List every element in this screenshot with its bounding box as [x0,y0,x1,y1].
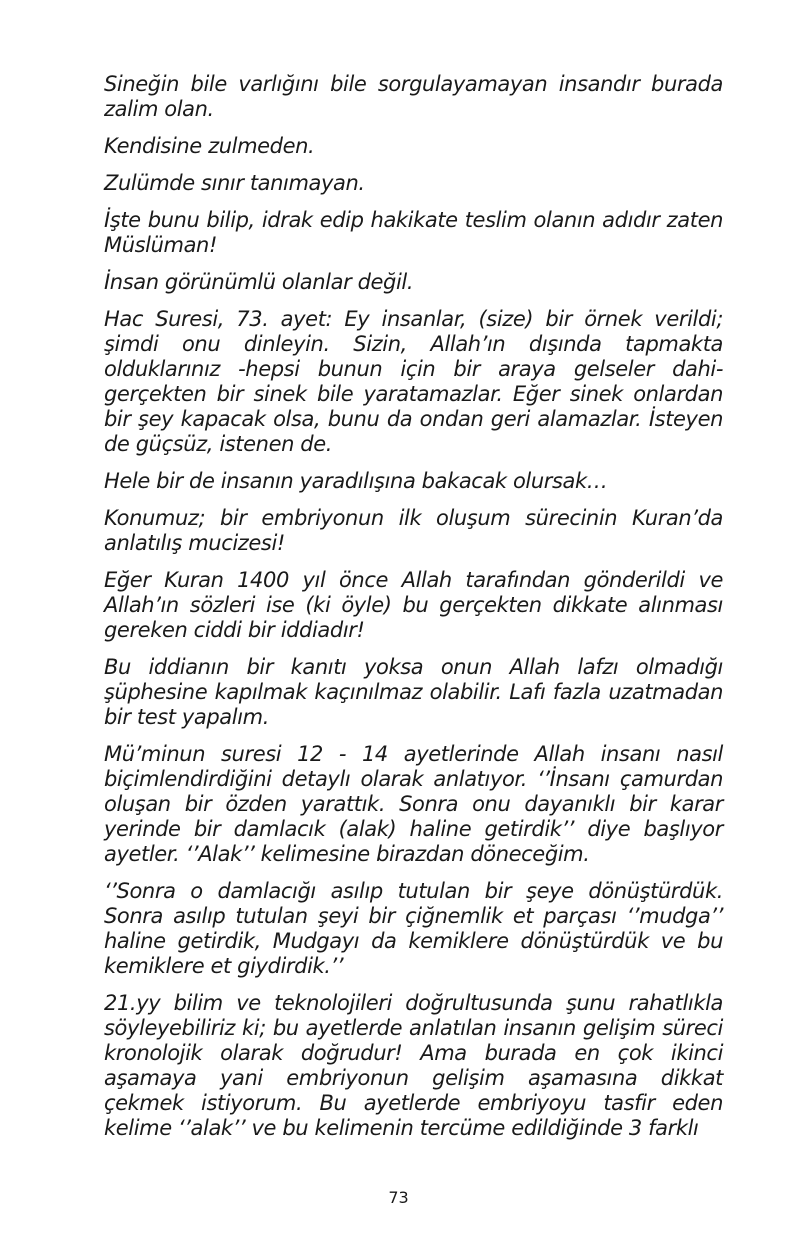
page-number: 73 [388,1188,409,1207]
paragraph-6: Hac Suresi, 73. ayet: Ey insanlar, (size) bir örnek verildi; şimdi onu dinleyin. Sizin, Allah’ın dışında tapmakta olduklarınız -hepsi bunun için bir araya gelseler dahi- gerçekten bir sinek bile yaratamazlar. Eğer sinek onlardan bir şey kapacak olsa, bunu da ondan geri alamazlar. İsteyen de güçsüz, istenen de. [104,307,723,456]
paragraph-11: Mü’minun suresi 12 - 14 ayetlerinde Allah insanı nasıl biçimlendirdiğini detaylı olarak anlatıyor. ‘’İnsanı çamurdan oluşan bir özden yarattık. Sonra onu dayanıklı bir karar yerinde bir damlacık (alak) haline getirdik’’ diye başlıyor ayetler. ‘’Alak’’ kelimesine birazdan döneceğim. [104,742,723,866]
paragraph-5: İnsan görünümlü olanlar değil. [104,270,414,294]
paragraph-4: İşte bunu bilip, idrak edip hakikate teslim olanın adıdır zaten Müslüman! [104,208,723,257]
page-body [104,72,723,1153]
paragraph-7: Hele bir de insanın yaradılışına bakacak olursak… [104,469,608,493]
paragraph-9: Eğer Kuran 1400 yıl önce Allah tarafından gönderildi ve Allah’ın sözleri ise (ki öyle) bu gerçekten dikkate alınması gereken ciddi bir iddiadır! [104,568,723,642]
paragraph-10: Bu iddianın bir kanıtı yoksa onun Allah lafzı olmadığı şüphesine kapılmak kaçınılmaz olabilir. Lafı fazla uzatmadan bir test yapalım. [104,655,723,729]
paragraph-12: ‘’Sonra o damlacığı asılıp tutulan bir şeye dönüştürdük. Sonra asılıp tutulan şeyi bir çiğnemlik et parçası ‘’mudga’’ haline getirdik, Mudgayı da kemiklere dönüştürdük ve bu kemiklere et giydirdik.’’ [104,879,723,978]
paragraph-13: 21.yy bilim ve teknolojileri doğrultusunda şunu rahatlıkla söyleyebiliriz ki; bu ayetlerde anlatılan insanın gelişim süreci kronolojik olarak doğrudur! Ama burada en çok ikinci aşamaya yani embriyonun gelişim aşamasına dikkat çekmek istiyorum. Bu ayetlerde embriyoyu tasfir eden kelime ‘’alak’’ ve bu kelimenin tercüme edildiğinde 3 farklı [104,991,723,1140]
paragraph-8: Konumuz; bir embriyonun ilk oluşum sürecinin Kuran’da anlatılış mucizesi! [104,506,723,555]
paragraph-3: Zulümde sınır tanımayan. [104,171,365,195]
paragraph-2: Kendisine zulmeden. [104,134,315,158]
paragraph-1: Sineğin bile varlığını bile sorgulayamayan insandır burada zalim olan. [104,72,723,121]
